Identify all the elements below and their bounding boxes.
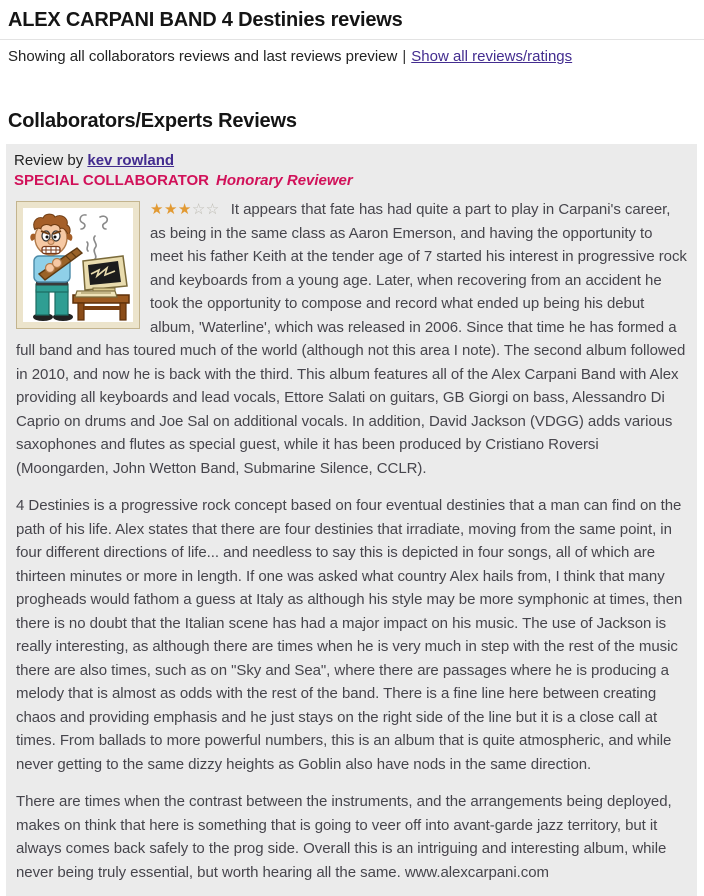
review-byline xyxy=(14,152,691,169)
desk-shape xyxy=(73,295,129,320)
review-card xyxy=(6,144,697,896)
angry-man-smashing-computer-illustration xyxy=(23,208,133,322)
review-paragraph-2: 4 Destinies is a progressive rock concept based on four eventual destinies that a man can find on the path of his life. Alex states that there are four destinies that irradiate, moving from the same point, in four different directions of life... and needless to say this is depicted in four songs, all of which are thirteen minutes or more in length. If one was asked what country Alex hails from, I think that many progheads would fathom a guess at Italy as although his style may be more symphonic at times, then there is no doubt that the Italian scene has had a major impact on his music. The use of Jackson is really interesting, as although there are times when he is very much in step with the rest of the music there are also times, such as on "Sky and Sea", where there are passages where he is producing a melody that is almost as odds with the rest of the band. There is a fine line here between creating chaos and providing emphasis and he just stays on the right side of the line but it is a close call at times. From ballads to more powerful numbers, this is an album that is quite atmospheric, and while never getting to the same dizzy heights as Goblin also have nods in the same direction. xyxy=(16,497,683,773)
reviewer-role-line xyxy=(14,172,691,189)
reviewer-role: SPECIAL COLLABORATOR xyxy=(14,172,210,189)
cartoon-svg xyxy=(23,208,133,322)
review-paragraph-3: There are times when the contrast between the instruments, and the arrangements being deployed, makes on think that here is something that is going to veer off into avant-garde jazz territory, but it always comes back safely to the prog side. Overall this is an intriguing and interesting album, while never being truly essential, but worth hearing all the same. www.alexcarpani.com xyxy=(16,793,672,881)
review-paragraph-1-text: It appears that fate has had quite a part to play in Carpani's career, as being in the same class as Aaron Emerson, and having the opportunity to meet his father Keith at the tender age of 7 started his interest in progressive rock and keyboards from a young age. Later, when recovering from an accident he took the opportunity to compose and record what ended up being his debut album, 'Waterline', which was released in 2006. Since that time he has formed a full band and has toured much of the world (although not this area I note). The second album followed in 2010, and now he is back with the third. This album features all of the Alex Carpani Band with Alex providing all keyboards and lead vocals, Ettore Salati on guitars, GB Giorgi on bass, Alessandro Di Caprio on drums and Joe Sal on additional vocals. In addition, David Jackson (VDGG) adds various saxophones and flutes as special guest, while it has been produced by Cristiano Roversi (Moongarden, John Wetton Band, Submarine Silence, CCLR). xyxy=(16,201,687,477)
review-body xyxy=(12,198,691,884)
section-heading: Collaborators/Experts Reviews xyxy=(8,110,297,132)
smashed-computer-shape xyxy=(75,256,127,297)
show-all-reviews-link[interactable]: Show all reviews/ratings xyxy=(411,48,573,65)
smoke-squiggles-icon xyxy=(80,215,107,259)
reviewer-name-link[interactable]: kev rowland xyxy=(87,152,175,169)
subtitle-line xyxy=(8,48,696,65)
filled-stars-icon: ★★★ xyxy=(150,201,192,218)
subtitle-separator: | xyxy=(402,48,407,65)
star-rating xyxy=(150,198,220,222)
page xyxy=(0,9,704,896)
angry-man-shape xyxy=(30,214,82,321)
subtitle-text: Showing all collaborators reviews and last reviews preview xyxy=(8,48,398,65)
title-divider xyxy=(0,39,704,40)
empty-stars-icon: ☆☆ xyxy=(191,201,220,218)
reviewer-role-detail: Honorary Reviewer xyxy=(216,172,353,189)
page-title: ALEX CARPANI BAND 4 Destinies reviews xyxy=(8,9,403,31)
review-by-label: Review by xyxy=(14,152,84,169)
reviewer-cartoon-image xyxy=(16,201,140,329)
